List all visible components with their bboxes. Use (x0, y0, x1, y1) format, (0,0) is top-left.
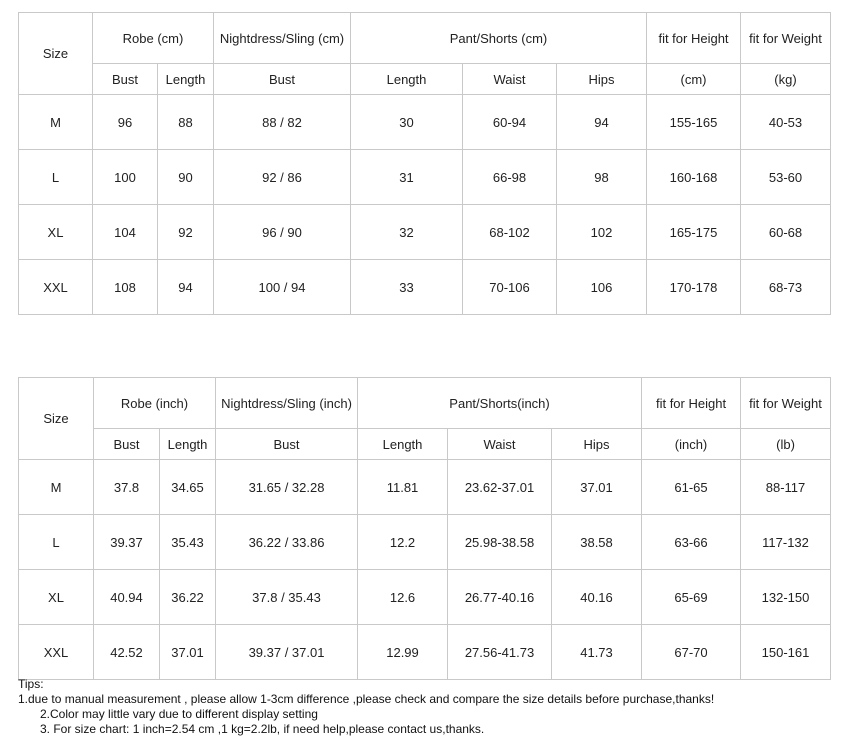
table-cell: 88-117 (741, 460, 831, 515)
table-cell: 40.16 (552, 570, 642, 625)
table-cell: 98 (557, 150, 647, 205)
subheader-cell: (lb) (741, 429, 831, 460)
header-fit-weight: fit for Weight (741, 13, 831, 64)
subheader-cell: Bust (214, 64, 351, 95)
table-cell: XXL (19, 260, 93, 315)
header-fit-height: fit for Height (647, 13, 741, 64)
table-cell: 94 (557, 95, 647, 150)
header-robe: Robe (cm) (93, 13, 214, 64)
table-cell: 37.8 / 35.43 (216, 570, 358, 625)
tips-title: Tips: (18, 677, 44, 691)
header-pant: Pant/Shorts(inch) (358, 378, 642, 429)
table-cell: 150-161 (741, 625, 831, 680)
table-cell: 27.56-41.73 (448, 625, 552, 680)
table-cell: 38.58 (552, 515, 642, 570)
table-cell: 23.62-37.01 (448, 460, 552, 515)
table-cell: 35.43 (160, 515, 216, 570)
table-cell: 96 / 90 (214, 205, 351, 260)
subheader-cell: Waist (448, 429, 552, 460)
table-cell: 41.73 (552, 625, 642, 680)
header-pant: Pant/Shorts (cm) (351, 13, 647, 64)
table-cell: 90 (158, 150, 214, 205)
table-cell: M (19, 460, 94, 515)
subheader-cell: Length (160, 429, 216, 460)
table-cell: 60-68 (741, 205, 831, 260)
header-size: Size (19, 13, 93, 95)
subheader-cell: Bust (216, 429, 358, 460)
header-fit-weight: fit for Weight (741, 378, 831, 429)
table-cell: 25.98-38.58 (448, 515, 552, 570)
table-cell: 33 (351, 260, 463, 315)
table-cell: 63-66 (642, 515, 741, 570)
table-header-row (19, 378, 831, 429)
table-cell: 39.37 / 37.01 (216, 625, 358, 680)
table-cell: 36.22 (160, 570, 216, 625)
table-cell: 165-175 (647, 205, 741, 260)
table-row (19, 625, 831, 680)
table-cell: 117-132 (741, 515, 831, 570)
subheader-cell: Length (158, 64, 214, 95)
table-row (19, 570, 831, 625)
table-cell: 42.52 (94, 625, 160, 680)
table-cell: 40.94 (94, 570, 160, 625)
table-cell: 92 / 86 (214, 150, 351, 205)
header-robe: Robe (inch) (94, 378, 216, 429)
table-cell: 30 (351, 95, 463, 150)
table-cell: 96 (93, 95, 158, 150)
table-cell: 100 (93, 150, 158, 205)
header-size: Size (19, 378, 94, 460)
table-subheader-row (19, 64, 831, 95)
subheader-cell: (inch) (642, 429, 741, 460)
table-cell: 12.6 (358, 570, 448, 625)
tips-section (18, 677, 714, 737)
table-cell: 53-60 (741, 150, 831, 205)
table-cell: 37.8 (94, 460, 160, 515)
subheader-cell: Hips (552, 429, 642, 460)
table-cell: 68-73 (741, 260, 831, 315)
table-row (19, 205, 831, 260)
table-cell: 94 (158, 260, 214, 315)
table-cell: 68-102 (463, 205, 557, 260)
table-cell: 160-168 (647, 150, 741, 205)
table-cell: 26.77-40.16 (448, 570, 552, 625)
table-cell: 155-165 (647, 95, 741, 150)
table-cell: 39.37 (94, 515, 160, 570)
table-cell: 34.65 (160, 460, 216, 515)
table-cell: M (19, 95, 93, 150)
table-cell: 92 (158, 205, 214, 260)
table-cell: XL (19, 570, 94, 625)
subheader-cell: Waist (463, 64, 557, 95)
table-cell: 37.01 (160, 625, 216, 680)
table-cell: 60-94 (463, 95, 557, 150)
subheader-cell: Bust (93, 64, 158, 95)
table-cell: 106 (557, 260, 647, 315)
table-cell: 37.01 (552, 460, 642, 515)
table-cell: 100 / 94 (214, 260, 351, 315)
table-cell: 31 (351, 150, 463, 205)
tip-line-3: 3. For size chart: 1 inch=2.54 cm ,1 kg=2.2lb, if need help,please contact us,thanks. (40, 722, 485, 736)
table-subheader-row (19, 429, 831, 460)
subheader-cell: Length (358, 429, 448, 460)
table-cell: 11.81 (358, 460, 448, 515)
header-fit-height: fit for Height (642, 378, 741, 429)
table-cell: 70-106 (463, 260, 557, 315)
table-cell: 65-69 (642, 570, 741, 625)
tip-line-2: 2.Color may little vary due to different display setting (40, 707, 318, 721)
table-cell: 12.2 (358, 515, 448, 570)
table-cell: 40-53 (741, 95, 831, 150)
table-cell: L (19, 515, 94, 570)
table-row (19, 150, 831, 205)
table-header-row (19, 13, 831, 64)
table-cell: 67-70 (642, 625, 741, 680)
table-cell: 102 (557, 205, 647, 260)
subheader-cell: Bust (94, 429, 160, 460)
size-table-inch (18, 377, 831, 680)
table-row (19, 95, 831, 150)
subheader-cell: (kg) (741, 64, 831, 95)
header-nightdress: Nightdress/Sling (cm) (214, 13, 351, 64)
table-cell: 31.65 / 32.28 (216, 460, 358, 515)
table-row (19, 260, 831, 315)
table-cell: 32 (351, 205, 463, 260)
table-cell: XXL (19, 625, 94, 680)
subheader-cell: Hips (557, 64, 647, 95)
size-table-cm (18, 12, 831, 315)
table-cell: 66-98 (463, 150, 557, 205)
header-nightdress: Nightdress/Sling (inch) (216, 378, 358, 429)
table-cell: 61-65 (642, 460, 741, 515)
table-cell: L (19, 150, 93, 205)
table-cell: 108 (93, 260, 158, 315)
table-cell: 88 (158, 95, 214, 150)
table-cell: 12.99 (358, 625, 448, 680)
tip-line-1: 1.due to manual measurement , please allow 1-3cm difference ,please check and compare the size details before purchase,thanks! (18, 692, 715, 706)
table-cell: XL (19, 205, 93, 260)
table-cell: 132-150 (741, 570, 831, 625)
subheader-cell: (cm) (647, 64, 741, 95)
subheader-cell: Length (351, 64, 463, 95)
table-cell: 104 (93, 205, 158, 260)
table-row (19, 460, 831, 515)
table-row (19, 515, 831, 570)
table-cell: 88 / 82 (214, 95, 351, 150)
table-cell: 170-178 (647, 260, 741, 315)
table-cell: 36.22 / 33.86 (216, 515, 358, 570)
